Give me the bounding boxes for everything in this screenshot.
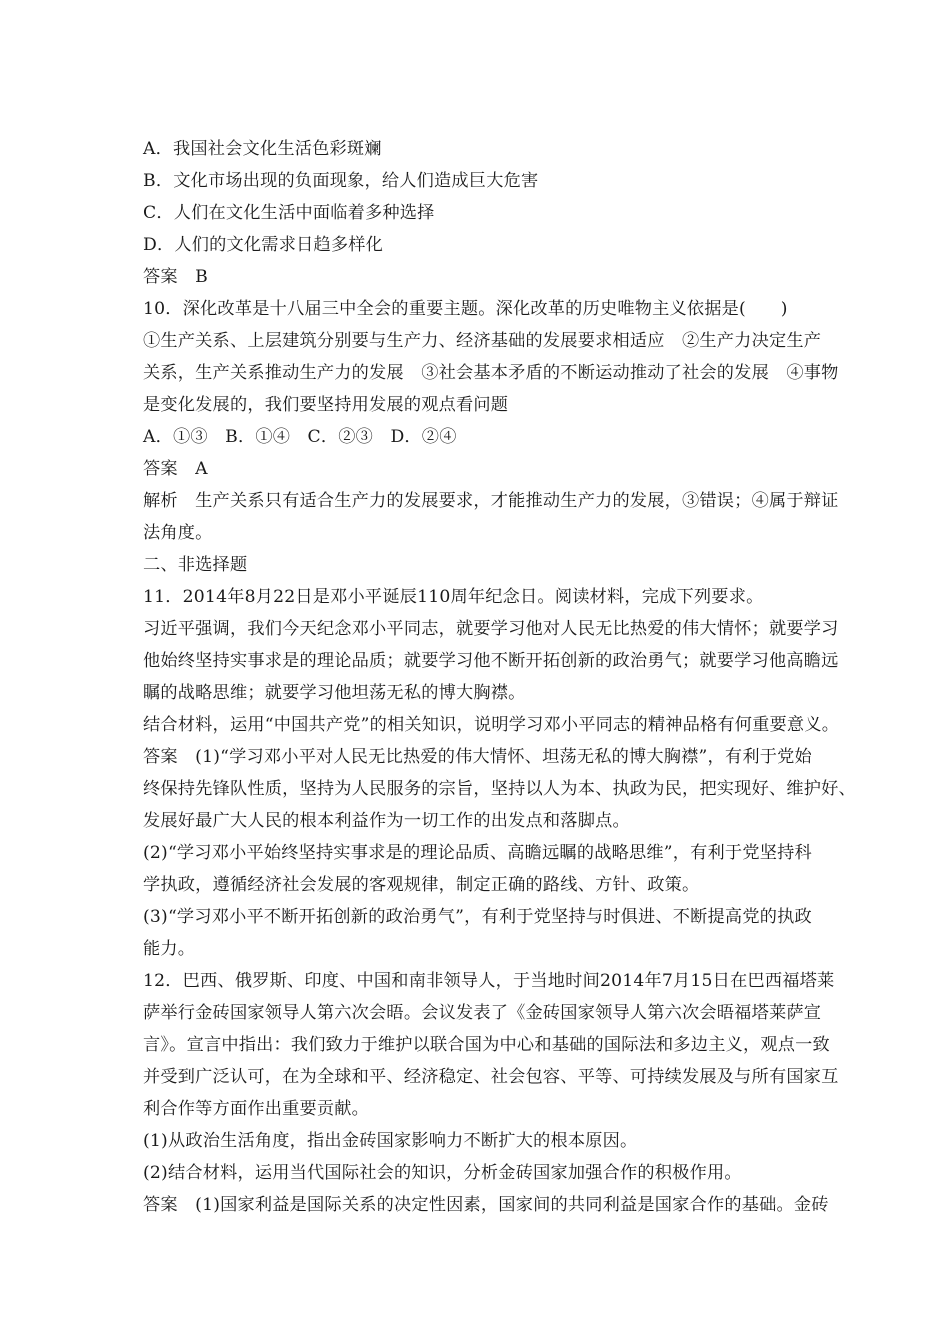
option-a: A．我国社会文化生活色彩斑斓	[143, 139, 382, 159]
question-12-part-1: (1)从政治生活角度，指出金砖国家影响力不断扩大的根本原因。	[143, 1131, 638, 1151]
answer-11: 终保持先锋队性质，坚持为人民服务的宗旨，坚持以人为本、执政为民，把实现好、维护好、	[143, 779, 856, 799]
question-12: 利合作等方面作出重要贡献。	[143, 1099, 370, 1119]
question-12: 言》。宣言中指出：我们致力于维护以联合国为中心和基础的国际法和多边主义，观点一致	[143, 1035, 830, 1055]
question-12: 萨举行金砖国家领导人第六次会晤。会议发表了《金砖国家领导人第六次会晤福塔莱萨宣	[143, 1003, 822, 1023]
answer-10: 答案 A	[143, 459, 208, 479]
option-c: C．人们在文化生活中面临着多种选择	[143, 203, 435, 223]
question-11-material: 他始终坚持实事求是的理论品质；就要学习他不断开拓创新的政治勇气；就要学习他高瞻远	[143, 651, 839, 671]
question-12: 并受到广泛认可，在为全球和平、经济稳定、社会包容、平等、可持续发展及与所有国家互	[143, 1067, 839, 1087]
question-10-options: A．①③ B．①④ C．②③ D．②④	[143, 427, 457, 447]
question-10-statement: ①生产关系、上层建筑分别要与生产力、经济基础的发展要求相适应 ②生产力决定生产	[143, 331, 822, 351]
answer-11: 学执政，遵循经济社会发展的客观规律，制定正确的路线、方针、政策。	[143, 875, 700, 895]
question-11-prompt: 结合材料，运用“中国共产党”的相关知识，说明学习邓小平同志的精神品格有何重要意义。	[143, 715, 840, 735]
answer-11: 发展好最广大人民的根本利益作为一切工作的出发点和落脚点。	[143, 811, 630, 831]
answer-11: 能力。	[143, 939, 196, 959]
answer-11: (2)“学习邓小平始终坚持实事求是的理论品质、高瞻远瞩的战略思维”，有利于党坚持科	[143, 843, 812, 863]
answer-12: 答案 (1)国家利益是国际关系的决定性因素，国家间的共同利益是国家合作的基础。金砖	[143, 1195, 829, 1215]
question-12-part-2: (2)结合材料，运用当代国际社会的知识，分析金砖国家加强合作的积极作用。	[143, 1163, 742, 1183]
answer-11: 答案 (1)“学习邓小平对人民无比热爱的伟大情怀、坦荡无私的博大胸襟”，有利于党始	[143, 747, 812, 767]
question-10: 10．深化改革是十八届三中全会的重要主题。深化改革的历史唯物主义依据是( )	[143, 299, 788, 319]
answer-11: (3)“学习邓小平不断开拓创新的政治勇气”，有利于党坚持与时俱进、不断提高党的执政	[143, 907, 812, 927]
analysis-10: 法角度。	[143, 523, 213, 543]
section-heading: 二、非选择题	[143, 555, 248, 575]
question-12: 12．巴西、俄罗斯、印度、中国和南非领导人，于当地时间2014年7月15日在巴西福塔莱	[143, 971, 835, 991]
question-11: 11．2014年8月22日是邓小平诞辰110周年纪念日。阅读材料，完成下列要求。	[143, 587, 764, 607]
question-10-statement: 是变化发展的，我们要坚持用发展的观点看问题	[143, 395, 509, 415]
option-d: D．人们的文化需求日趋多样化	[143, 235, 384, 255]
question-10-statement: 关系，生产关系推动生产力的发展 ③社会基本矛盾的不断运动推动了社会的发展 ④事物	[143, 363, 839, 383]
analysis-10: 解析 生产关系只有适合生产力的发展要求，才能推动生产力的发展，③错误；④属于辩证	[143, 491, 839, 511]
option-b: B．文化市场出现的负面现象，给人们造成巨大危害	[143, 171, 539, 191]
question-11-material: 瞩的战略思维；就要学习他坦荡无私的博大胸襟。	[143, 683, 526, 703]
question-11-material: 习近平强调，我们今天纪念邓小平同志，就要学习他对人民无比热爱的伟大情怀；就要学习	[143, 619, 839, 639]
answer-9: 答案 B	[143, 267, 208, 287]
